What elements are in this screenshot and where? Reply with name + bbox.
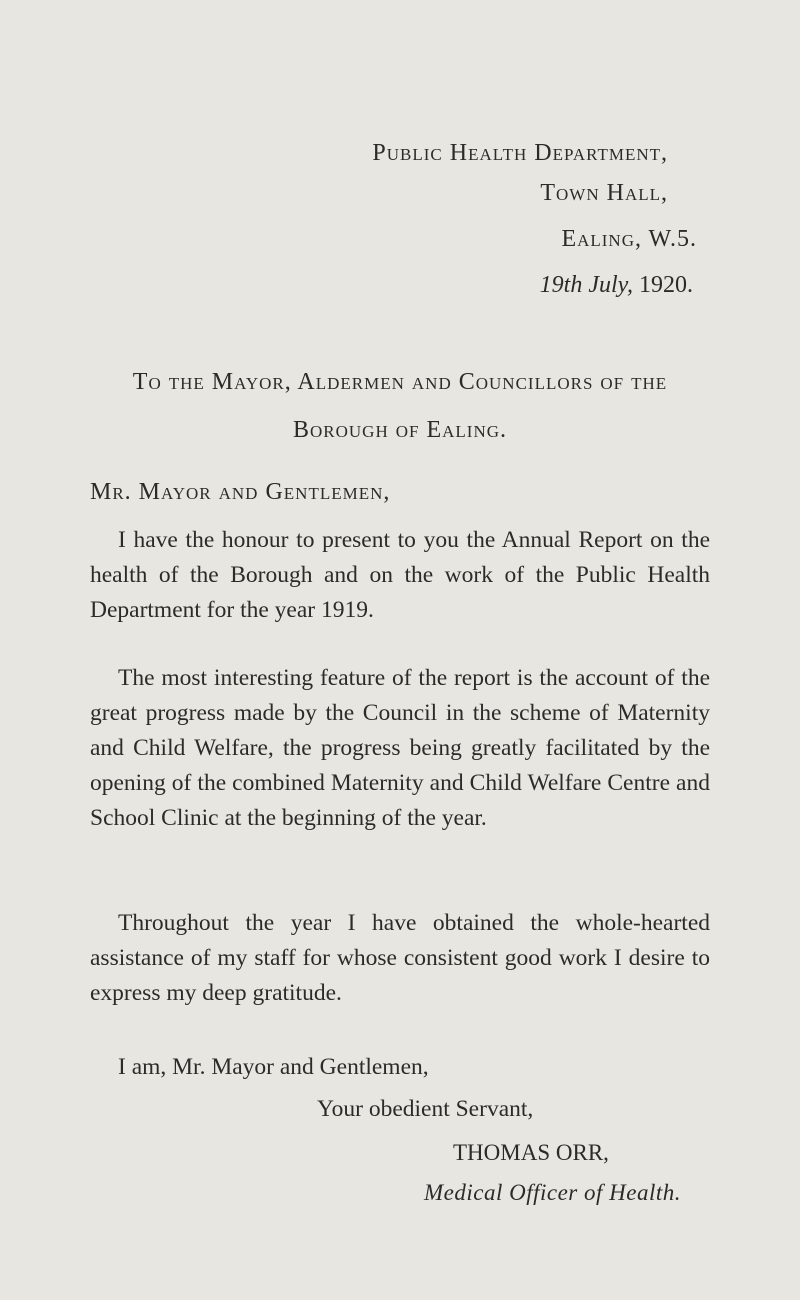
letterhead-department: Public Health Department, bbox=[372, 140, 668, 166]
letterhead-locality: Ealing, W.5. bbox=[561, 226, 697, 252]
paragraph-1: I have the honour to present to you the Annual Report on the health of the Borough and on the work of the Public Health Department for the year 1919. bbox=[90, 527, 710, 623]
letter-date-day: 19th July, bbox=[539, 272, 633, 298]
closing-salutation: I am, Mr. Mayor and Gentlemen, bbox=[118, 1054, 429, 1080]
addressee-line-2: Borough of Ealing. bbox=[293, 417, 507, 443]
closing-servant: Your obedient Servant, bbox=[317, 1096, 534, 1122]
signature-name: THOMAS ORR, bbox=[453, 1140, 609, 1165]
letter-date bbox=[540, 272, 693, 299]
addressee-line-1: To the Mayor, Aldermen and Councillors of the bbox=[132, 369, 668, 395]
greeting: Mr. Mayor and Gentlemen, bbox=[90, 479, 391, 505]
addressee bbox=[90, 358, 710, 454]
signature-title: Medical Officer of Health. bbox=[424, 1180, 681, 1205]
letterhead-building: Town Hall, bbox=[540, 180, 668, 206]
paragraph-2: The most interesting feature of the report is the account of the great progress made by the Council in the scheme of Maternity and Child Welfare, the progress being greatly facilitated by the opening of the combined Maternity and Child Welfare Centre and School Clinic at the beginning of the year. bbox=[90, 665, 710, 831]
paragraph-3: Throughout the year I have obtained the whole-hearted assistance of my staff for whose consistent good work I desire to express my deep gratitude. bbox=[90, 910, 710, 1006]
letter-date-year: 1920. bbox=[639, 272, 693, 298]
